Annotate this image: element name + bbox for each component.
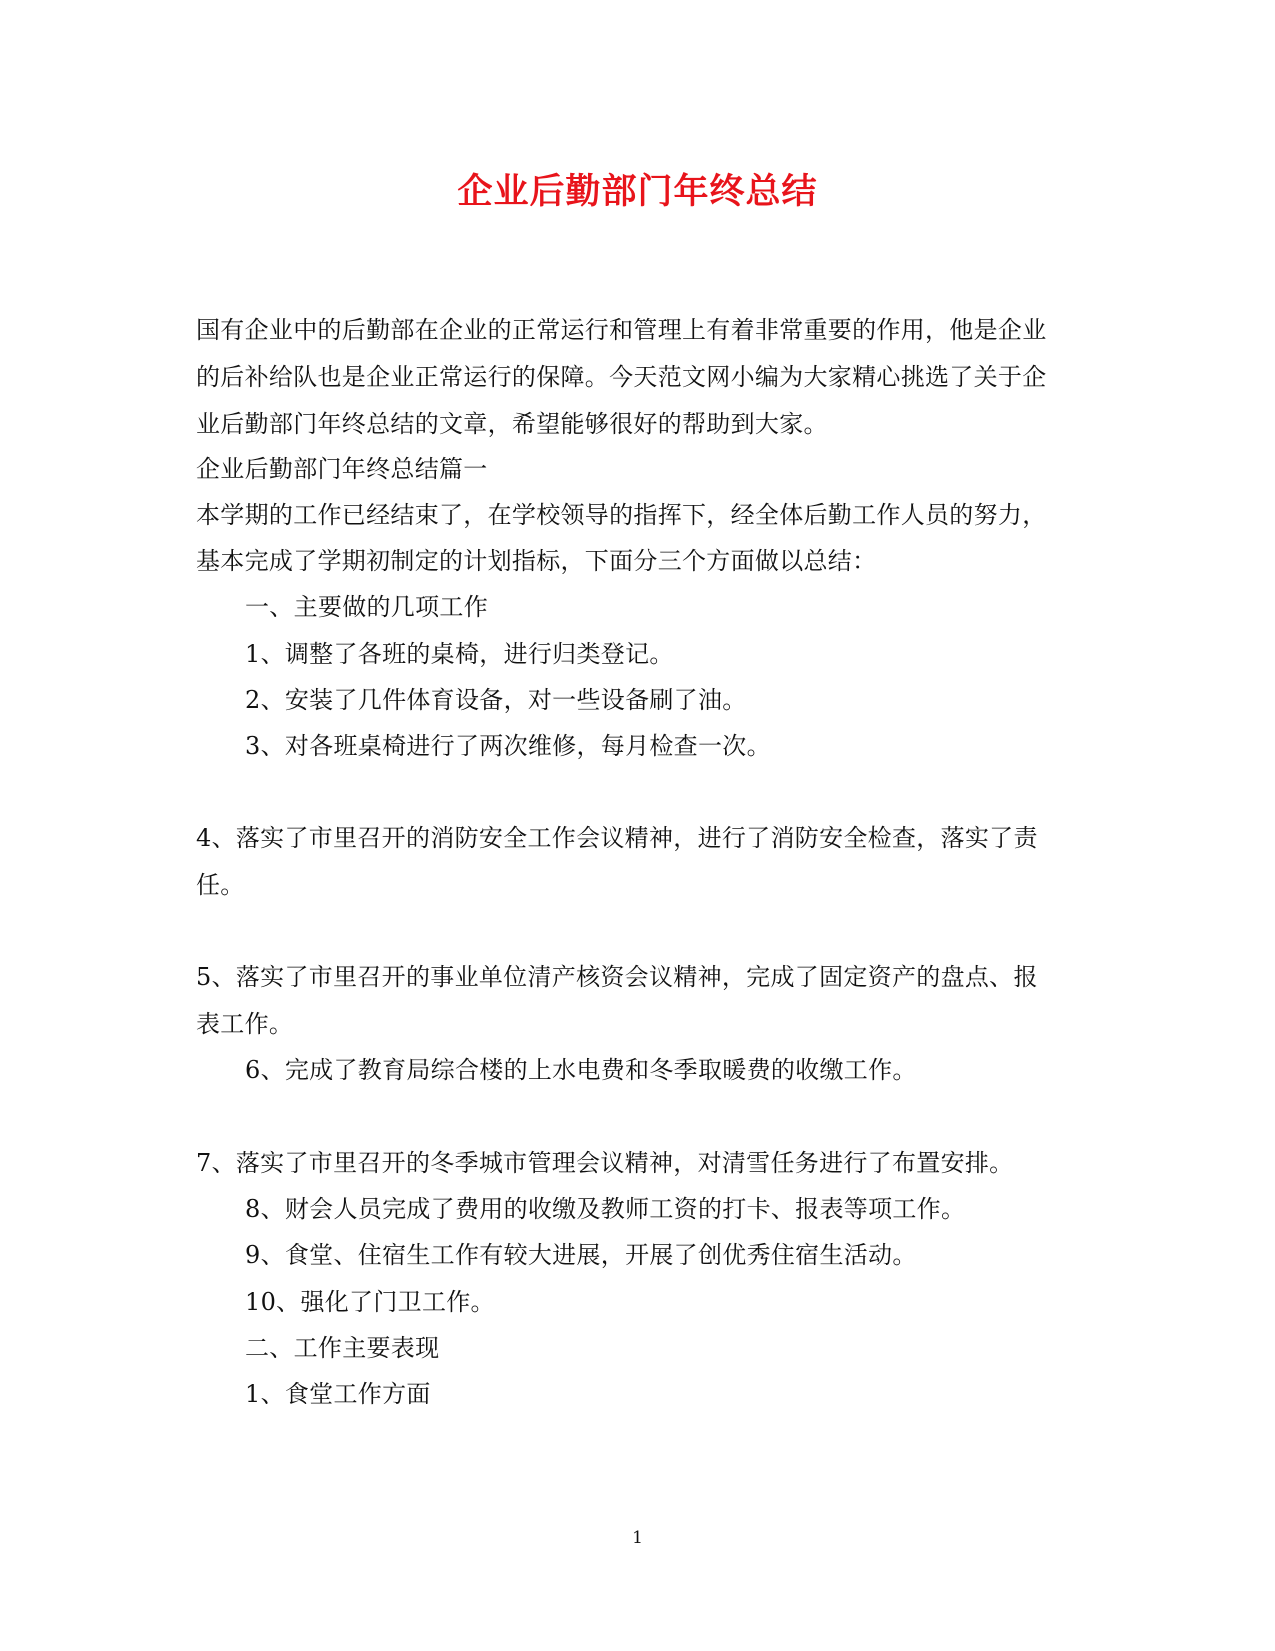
list-item: 9、食堂、住宿生工作有较大进展，开展了创优秀住宿生活动。: [245, 1241, 917, 1269]
paragraph-line: 国有企业中的后勤部在企业的正常运行和管理上有着非常重要的作用，他是企业: [196, 316, 1047, 344]
list-item: 1、食堂工作方面: [245, 1380, 431, 1408]
paragraph-line: 的后补给队也是企业正常运行的保障。今天范文网小编为大家精心挑选了关于企: [196, 363, 1047, 391]
paragraph-line: 业后勤部门年终总结的文章，希望能够很好的帮助到大家。: [196, 410, 828, 438]
list-item: 1、调整了各班的桌椅，进行归类登记。: [245, 640, 674, 668]
list-item: 2、安装了几件体育设备，对一些设备刷了油。: [245, 686, 747, 714]
list-item: 7、落实了市里召开的冬季城市管理会议精神，对清雪任务进行了布置安排。: [196, 1149, 1014, 1177]
document-title: 企业后勤部门年终总结: [457, 171, 818, 212]
list-item-continuation: 任。: [196, 871, 245, 899]
list-item: 5、落实了市里召开的事业单位清产核资会议精神，完成了固定资产的盘点、报: [196, 963, 1038, 991]
section-heading: 企业后勤部门年终总结篇一: [196, 455, 488, 483]
paragraph-line: 本学期的工作已经结束了，在学校领导的指挥下，经全体后勤工作人员的努力，: [196, 501, 1047, 529]
list-item-continuation: 表工作。: [196, 1010, 294, 1038]
list-item: 6、完成了教育局综合楼的上水电费和冬季取暖费的收缴工作。: [245, 1056, 917, 1084]
list-item: 8、财会人员完成了费用的收缴及教师工资的打卡、报表等项工作。: [245, 1195, 966, 1223]
subsection-heading: 二、工作主要表现: [245, 1334, 440, 1362]
subsection-heading: 一、主要做的几项工作: [245, 593, 488, 621]
list-item: 10、强化了门卫工作。: [245, 1288, 495, 1316]
list-item: 4、落实了市里召开的消防安全工作会议精神，进行了消防安全检查，落实了责: [196, 824, 1038, 852]
list-item: 3、对各班桌椅进行了两次维修，每月检查一次。: [245, 732, 771, 760]
page-number: 1: [632, 1528, 643, 1548]
paragraph-line: 基本完成了学期初制定的计划指标，下面分三个方面做以总结：: [196, 547, 877, 575]
